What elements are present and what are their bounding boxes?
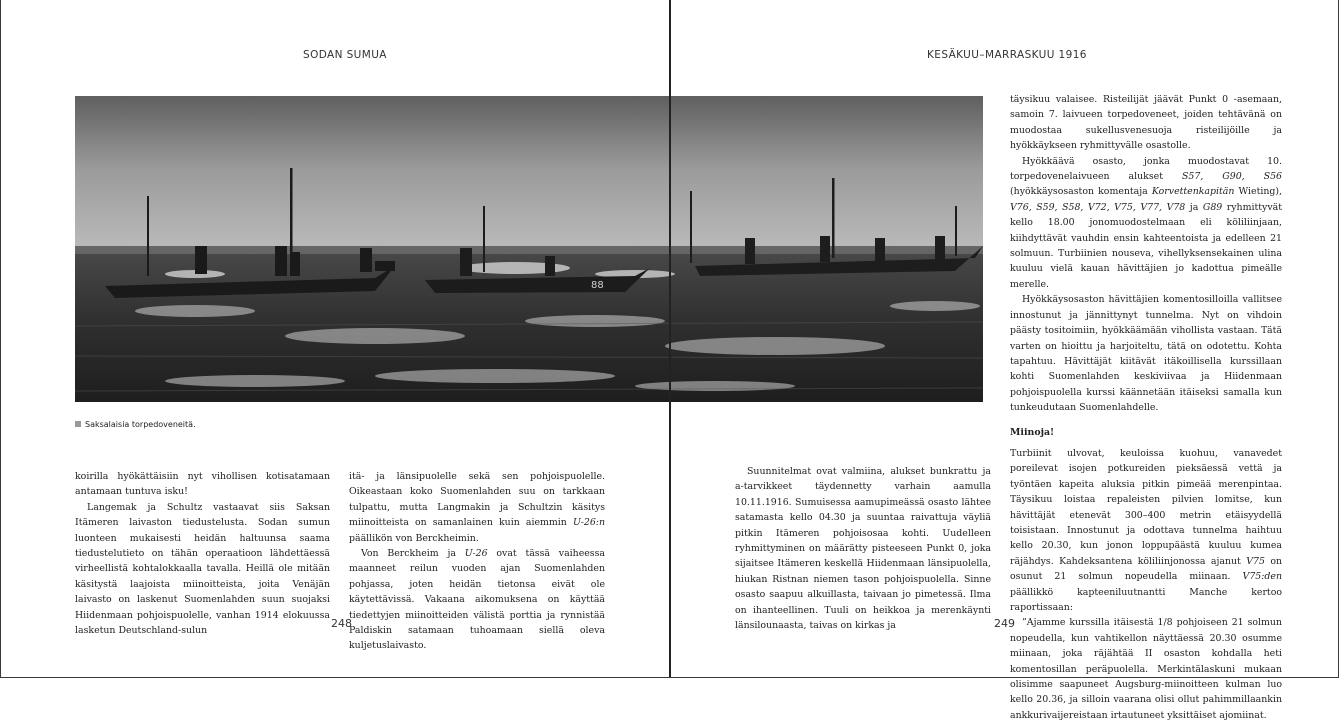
paragraph: täysikuu valaisee. Risteilijät jäävät Punkt 0 -asemaan, samoin 7. laivueen torpedoveneet, joiden tehtävänä on muodostaa sukellusvenesuoja risteilijöille ja hyökkäykseen ryhmittyvälle osastolle. [1010, 94, 1282, 152]
photo-illustration [75, 96, 983, 402]
paragraph: Hyökkäysosaston hävittäjien komentosilloilla vallitsee innostunut ja jännittynyt tunnelma. Nyt on vihdoin päästy tositoimiin, hyökkäämään vihollista vastaan. Tätä varten on hioittu ja harjoiteltu, tätä on odotettu. Kohta tapahtuu. Hävittäjät kiitävät itäkoillisella kurssillaan kohti Suomenlahden keskiviivaa ja Hiidenmaan pohjoispuolella kurssi käännetään itäiseksi samalla kun tunkeudutaan Suomenlahdelle. [1010, 294, 1282, 414]
book-gutter [669, 0, 671, 678]
subheading: Miinoja! [1010, 426, 1055, 438]
right-page-column-2 [1010, 92, 1282, 723]
right-page-column-1 [735, 464, 991, 633]
running-head-right: KESÄKUU–MARRASKUU 1916 [927, 49, 1087, 61]
paragraph: Langemak ja Schultz vastaavat siis Saksan Itämeren laivaston tiedustelusta. Sodan sumun luonteen mukaisesti heidän haltuunsa saama tiedustelutieto on tähän operaatioon lähdettäessä virheellistä kohtalokkaalla tavalla. Heillä ole mitään käsitystä laajoista miinoitteista, joita Venäjän laivasto on laskenut Suomenlahden suun suojaksi Hiidenmaan pohjoispuolelle, vanhan 1914 elokuussa lasketun Deutschland-sulun [75, 501, 330, 637]
running-head-left: SODAN SUMUA [303, 49, 387, 61]
photo-caption [75, 420, 196, 429]
caption-text: Saksalaisia torpedoveneitä. [85, 420, 196, 429]
left-page-column-2 [349, 469, 605, 654]
paragraph: Hyökkäävä osasto, jonka muodostavat 10. torpedovenelaivueen alukset S57, G90, S56 (hyökkäysosaston komentaja Korvettenkapitän Wieting), V76, S59, S58, V72, V75, V77, V78 ja G89 ryhmittyvät kello 18.00 jonomuodostelmaan eli köliliinjaan, kiihdyttävät vauhdin ensin kahteentoista ja edelleen 21 solmuun. Turbiinien nouseva, vihellyksensekainen ulina kuuluu vielä kauan hävittäjien jo kadottua pimeälle merelle. [1010, 155, 1283, 290]
page-number-left: 248 [331, 617, 352, 630]
page-number-right: 249 [994, 617, 1015, 630]
left-page-column-1 [75, 469, 330, 638]
caption-bullet-icon [75, 421, 81, 427]
page-edge-left [0, 0, 1, 678]
paragraph: Suunnitelmat ovat valmiina, alukset bunkrattu ja a-tarvikkeet täydennetty varhain aamulla 10.11.1916. Sumuisessa aamupimeässä osasto lähtee satamasta kello 04.30 ja suuntaa raivattuja väyliä pitkin Itämeren pohjoisosaa kohti. Uudelleen ryhmittyminen on määrätty pisteeseen Punkt 0, joka sijaitsee Itämeren keskellä Hiidenmaan länsipuolella, hiukan Ristnan niemen tason pohjoispuolella. Sinne osasto saapuu alkuillasta, taivaan jo pimetessä. Ilma on ihanteellinen. Tuuli on heikkoa ja merenkäynti länsilounaasta, taivas on kirkas ja [735, 466, 991, 632]
svg-text:88: 88 [591, 280, 604, 291]
quote-paragraph: ”Ajamme kurssilla itäisestä 1/8 pohjoiseen 21 solmun nopeudella, kun vahtikellon näyttäessä 20.30 osumme miinaan, joka räjähtää II osaston kohdalla heti komentosillan peräpuolella. Merkintälaskuni mukaan olisimme saapuneet Augsburg-miinoitteen kulman luo kello 20.36, ja silloin vaarana olisi ollut pahimmillaankin ankkurivaijereistaan irtautuneet yksittäiset ajomiinat. [1010, 617, 1282, 721]
paragraph: itä- ja länsipuolelle sekä sen pohjoispuolelle. Oikeastaan koko Suomenlahden suu on tarkkaan tulpattu, mutta Langmakin ja Schultzin käsitys miinoitteista on samanlainen kuin aiemmin U-26:n päällikön von Berckheimin. [349, 471, 605, 544]
paragraph: Von Berckheim ja U-26 ovat tässä vaiheessa maanneet reilun vuoden ajan Suomenlahden pohjassa, joten heidän tietonsa eivät ole käytettävissä. Vakaana aikomuksena on käyttää tiedettyjen miinoitteiden välistä porttia ja rynnistää Paldiskin satamaan tuhoamaan siellä oleva kuljetuslaivasto. [349, 548, 606, 652]
torpedo-boats-photo [75, 96, 983, 402]
paragraph: Turbiinit ulvovat, keuloissa kuohuu, vanavedet poreilevat isojen potkureiden pieksäessä vettä ja työntäen kapeita aluksia pitkin pimeää merenpintaa. Täysikuu loistaa repaleisten pilvien lomitse, kun hävittäjät etenevät 300–400 metrin etäisyydellä toisistaan. Innostunut ja odottava tunnelma haihtuu kello 20.30, kun jonon loppupäästä kuuluu kumea räjähdys. Kahdeksantena köliliinjonossa ajanut V75 on osunut 21 solmun nopeudella miinaan. V75:den päällikkö kapteeniluutnantti Manche kertoo raportissaan: [1010, 447, 1282, 613]
paragraph: koirilla hyökättäisiin nyt vihollisen kotisatamaan antamaan tuntuva isku! [75, 471, 330, 498]
